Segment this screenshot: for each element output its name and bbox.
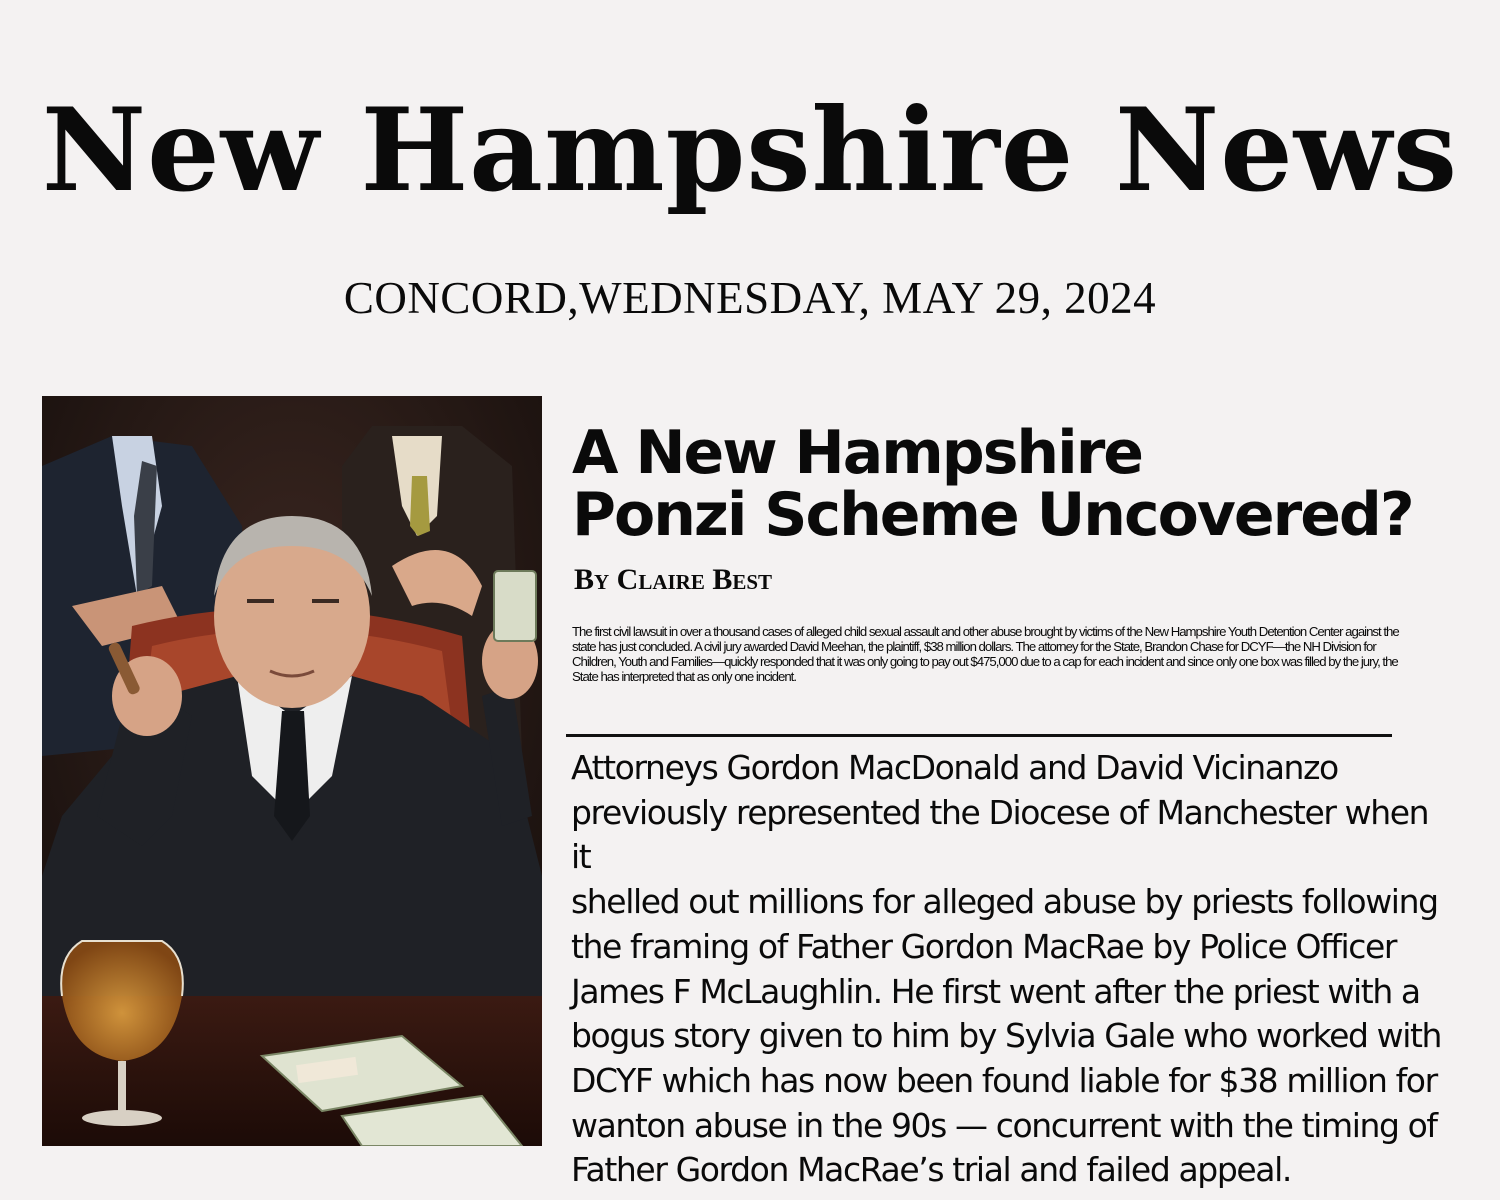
dateline: CONCORD,WEDNESDAY, MAY 29, 2024 [343, 273, 1157, 323]
section-divider [566, 734, 1392, 737]
masthead-title: New Hampshire News [41, 83, 1459, 217]
article-photo [42, 396, 542, 1146]
headline-line-1: A New Hampshire [572, 418, 1142, 488]
article-summary: The first civil lawsuit in over a thousand cases of alleged child sexual assault and other abuse brought by victims of the New Hampshire Youth Detention Center against the state has just concluded. A civil jury awarded David Meehan, the plaintiff, $38 million dollars. The attorney for the State, Brandon Chase for DCYF—the NH Division for Children, Youth and Families—quickly responded that it was only going to pay out $475,000 due to a cap for each incident and since only one box was filled by the jury, the State has interpreted that as only one incident. [572, 624, 1399, 684]
headline-line-2: Ponzi Scheme Uncovered? [572, 480, 1413, 550]
article-byline: By Claire Best [574, 563, 773, 596]
article-headline [572, 418, 1472, 550]
article-body: Attorneys Gordon MacDonald and David Vicinanzo previously represented the Diocese of Manchester when it shelled out millions for alleged abuse by priests following the framing of Father Gordon MacRae by Police Officer James F McLaughlin. He first went after the priest with a bogus story given to him by Sylvia Gale who worked with DCYF which has now been found liable for $38 million for wanton abuse in the 90s — concurrent with the timing of Father Gordon MacRae’s trial and failed appeal. [571, 748, 1442, 1190]
